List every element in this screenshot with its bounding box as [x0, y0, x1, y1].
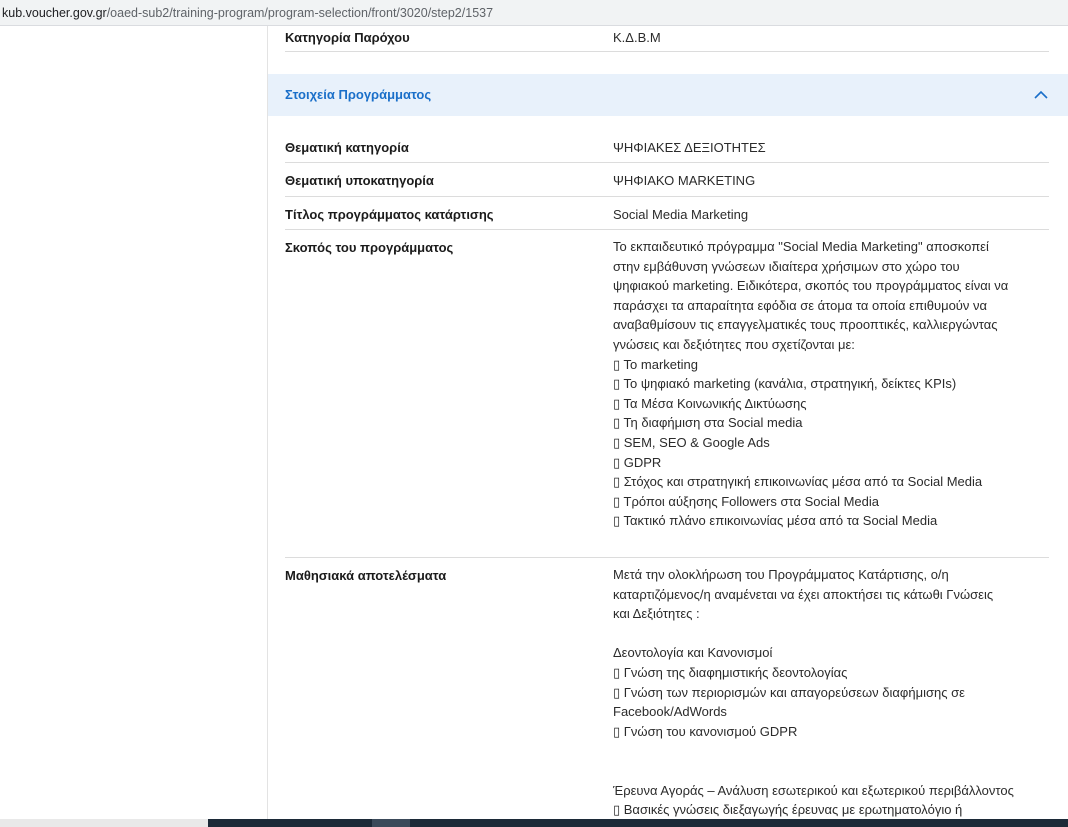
purpose-line: στην εμβάθυνση γνώσεων ιδιαίτερα χρήσιμων στο χώρο του: [613, 258, 960, 274]
purpose-bullet: ▯ Τα Μέσα Κοινωνικής Δικτύωσης: [613, 395, 807, 411]
purpose-bullet: ▯ Τρόποι αύξησης Followers στα Social Media: [613, 493, 879, 509]
program-title-row: [285, 197, 1049, 230]
url-host: kub.voucher.gov.gr: [2, 6, 107, 20]
outcome-line: [613, 761, 1038, 781]
purpose-bullet: ▯ Στόχος και στρατηγική επικοινωνίας μέσα από τα Social Media: [613, 474, 983, 490]
outcome-heading: Δεοντολογία και Κανονισμοί: [613, 645, 773, 661]
purpose-line: γνώσεις και δεξιότητες που σχετίζονται με:: [613, 336, 855, 352]
section-title: Στοιχεία Προγράμματος: [285, 87, 432, 102]
thematic-category-value: ΨΗΦΙΑΚΕΣ ΔΕΞΙΟΤΗΤΕΣ: [613, 140, 766, 155]
outcome-heading: Έρευνα Αγοράς – Ανάλυση εσωτερικού και εξωτερικού περιβάλλοντος: [613, 782, 1014, 798]
purpose-line: αναβαθμίσουν τις επαγγελματικές τους προοπτικές, καλλιεργώντας: [613, 317, 998, 333]
provider-category-label: Κατηγορία Παρόχου: [285, 30, 410, 45]
outcome-bullet: ▯ Γνώση του κανονισμού GDPR: [613, 723, 798, 739]
outcome-line: και Δεξιότητες :: [613, 606, 700, 622]
purpose-bullet: ▯ GDPR: [613, 454, 662, 470]
address-bar[interactable]: [0, 0, 1068, 26]
provider-category-row: [285, 26, 1049, 52]
outcome-bullet: ▯ Γνώση των περιορισμών και απαγορεύσεων διαφήμισης σε: [613, 684, 965, 700]
program-details-panel: [267, 26, 1068, 819]
purpose-line: παράσχει τα απαραίτητα εφόδια σε άτομα τα οποία επιθυμούν να: [613, 297, 988, 313]
thematic-subcategory-value: ΨΗΦΙΑΚΟ MARKETING: [613, 173, 756, 188]
chevron-up-icon[interactable]: [1033, 87, 1049, 103]
program-title-label: Τίτλος προγράμματος κατάρτισης: [285, 207, 494, 222]
taskbar-search-area[interactable]: [0, 819, 208, 827]
thematic-category-label: Θεματική κατηγορία: [285, 140, 409, 155]
purpose-bullet: ▯ Τακτικό πλάνο επικοινωνίας μέσα από τα Social Media: [613, 513, 938, 529]
outcome-line: Facebook/AdWords: [613, 704, 727, 720]
purpose-bullet: ▯ Το marketing: [613, 356, 698, 372]
thematic-category-row: [285, 130, 1049, 163]
outcome-line: Μετά την ολοκλήρωση του Προγράμματος Κατάρτισης, ο/η: [613, 567, 949, 582]
taskbar: [0, 819, 1068, 827]
taskbar-active-app[interactable]: [372, 819, 410, 827]
url-path: /oaed-sub2/training-program/program-selection/front/3020/step2/1537: [106, 6, 494, 20]
outcome-line: καταρτιζόμενος/η αναμένεται να έχει αποκτήσει τις κάτωθι Γνώσεις: [613, 586, 994, 602]
purpose-bullet: ▯ SEM, SEO & Google Ads: [613, 434, 770, 450]
learning-outcomes-row: [285, 558, 1049, 819]
learning-outcomes-label: Μαθησιακά αποτελέσματα: [285, 568, 447, 583]
provider-category-value: Κ.Δ.Β.Μ: [613, 30, 661, 45]
outcome-bullet: ▯ Βασικές γνώσεις διεξαγωγής έρευνας με ερωτηματολόγιο ή: [613, 802, 963, 818]
thematic-subcategory-row: [285, 163, 1049, 197]
purpose-bullet: ▯ Το ψηφιακό marketing (κανάλια, στρατηγική, δείκτες KPIs): [613, 376, 957, 392]
program-title-value: Social Media Marketing: [613, 207, 749, 222]
learning-outcomes-text: [613, 565, 1038, 819]
outcome-line: [613, 741, 1038, 761]
program-purpose-text: [613, 237, 1038, 531]
thematic-subcategory-label: Θεματική υποκατηγορία: [285, 173, 434, 188]
outcome-bullet: ▯ Γνώση της διαφημιστικής δεοντολογίας: [613, 664, 848, 680]
purpose-bullet: ▯ Τη διαφήμιση στα Social media: [613, 415, 803, 431]
program-details-header[interactable]: [268, 74, 1068, 116]
purpose-line: Το εκπαιδευτικό πρόγραμμα "Social Media Marketing" αποσκοπεί: [613, 239, 989, 254]
outcome-line: [613, 624, 1038, 644]
program-purpose-label: Σκοπός του προγράμματος: [285, 240, 454, 255]
program-purpose-row: [285, 230, 1049, 558]
purpose-line: ψηφιακού marketing. Ειδικότερα, σκοπός του προγράμματος είναι να: [613, 278, 1009, 294]
page-content: [0, 26, 1068, 819]
